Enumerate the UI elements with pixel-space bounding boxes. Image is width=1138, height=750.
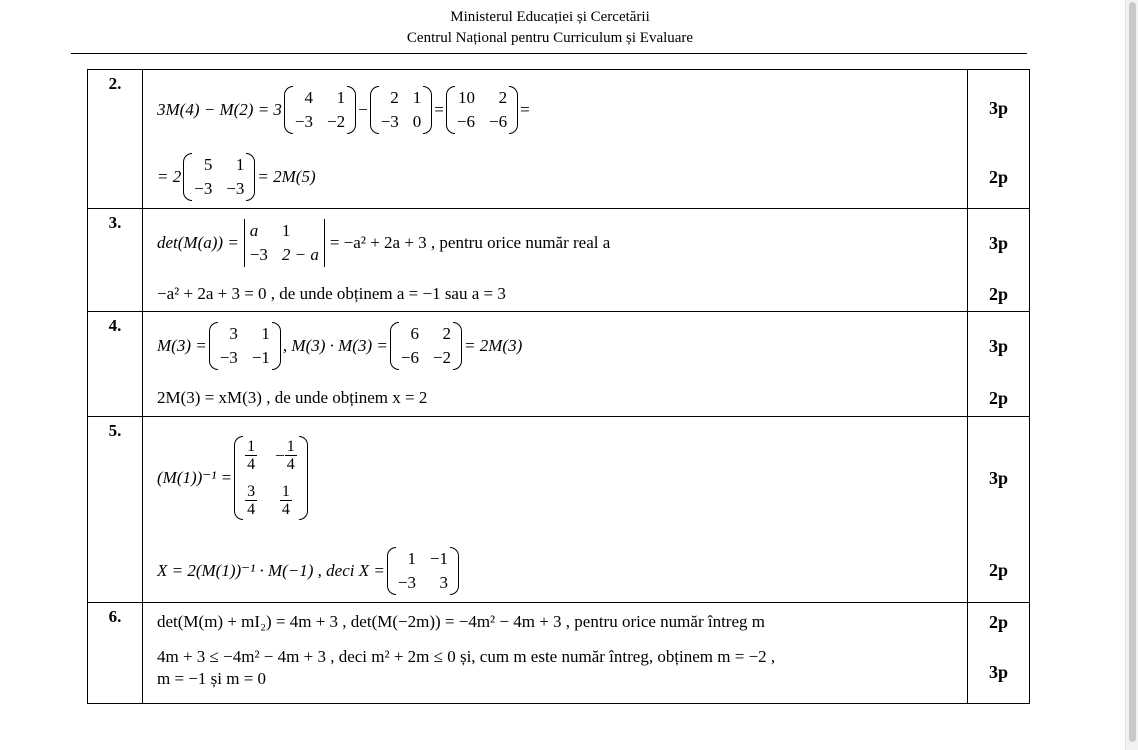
vertical-scrollbar[interactable] <box>1125 0 1138 750</box>
grading-table <box>87 69 1030 704</box>
item-number: 2. <box>88 70 143 209</box>
points: 3p <box>988 98 1008 118</box>
expr-mid: , M(3) · M(3) = <box>282 336 388 355</box>
item-row-2 <box>88 70 1030 209</box>
expr-text: = 2 <box>157 167 182 186</box>
item-number: 6. <box>88 603 143 704</box>
answer-line <box>143 603 967 641</box>
header-center: Centrul Național pentru Curriculum și Evaluare <box>406 30 694 46</box>
expr-text: 4m + 3 ≤ −4m² − 4m + 3 , deci m² + 2m ≤ 0 și, cum m este număr întreg, obținem m = −2 , <box>157 647 776 666</box>
expr-text: det(M(a)) = <box>157 233 239 252</box>
item-row-4 <box>88 312 1030 417</box>
matrix: 1 −1 −3 3 <box>387 547 459 595</box>
header-ministry: Ministerul Educației și Cercetării <box>450 9 650 25</box>
answer-line <box>143 380 967 416</box>
expr-end: = <box>520 100 530 119</box>
answer-line <box>143 277 967 311</box>
expr-text: 3M(4) − M(2) = 3 <box>157 100 282 119</box>
expr-text: X = 2(M(1))⁻¹ · M(−1) , deci X = <box>157 560 385 580</box>
item-row-6 <box>88 603 1030 704</box>
item-number: 3. <box>88 209 143 312</box>
points: 2p <box>988 388 1008 408</box>
points: 2p <box>988 284 1008 304</box>
operator: = <box>434 100 444 119</box>
answer-line <box>143 417 967 539</box>
points: 3p <box>988 662 1008 682</box>
scrollbar-thumb[interactable] <box>1129 2 1136 742</box>
expr-text: (M(1))⁻¹ = <box>157 468 233 487</box>
header-divider <box>71 53 1027 54</box>
points: 2p <box>988 167 1008 187</box>
inverse-matrix: 1 4 − $\frac{1}{4}$ 3 4 1 4 <box>234 436 308 520</box>
points: 3p <box>988 336 1008 356</box>
answer-line <box>143 641 967 703</box>
operator: − <box>358 100 368 119</box>
expr-text: det(M(m) + mI₂) = 4m + 3 , det(M(−2m)) = −4m² − 4m + 3 , pentru orice număr întreg m <box>157 612 765 631</box>
expr-end: = 2M(3) <box>464 336 523 355</box>
matrix: 10 2 −6 −6 <box>446 86 518 134</box>
points: 2p <box>988 560 1008 580</box>
matrix: 5 1 −3 −3 <box>183 153 255 201</box>
answer-line <box>143 209 967 277</box>
matrix: 4 1 −3 −2 <box>284 86 356 134</box>
expr-end: = 2M(5) <box>257 167 316 186</box>
expr-text: M(3) = <box>157 336 207 355</box>
matrix: 6 2 −6 −2 <box>390 322 462 370</box>
answer-line <box>143 539 967 602</box>
determinant: a 1 −3 2 − a <box>241 219 328 267</box>
matrix: 3 1 −3 −1 <box>209 322 281 370</box>
item-row-5 <box>88 417 1030 603</box>
expr-end: = −a² + 2a + 3 , pentru orice număr real a <box>329 233 611 252</box>
points: 2p <box>988 612 1008 632</box>
item-number: 4. <box>88 312 143 417</box>
expr-text-cont: m = −1 și m = 0 <box>157 669 267 688</box>
matrix: 2 1 −3 0 <box>370 86 433 134</box>
expr-text: 2M(3) = xM(3) , de unde obținem x = 2 <box>157 388 428 407</box>
answer-line <box>143 312 967 380</box>
answer-line <box>143 146 967 208</box>
points: 3p <box>988 233 1008 253</box>
item-number: 5. <box>88 417 143 603</box>
answer-line <box>143 70 967 146</box>
points: 3p <box>988 468 1008 488</box>
expr-text: −a² + 2a + 3 = 0 , de unde obținem a = −1 sau a = 3 <box>157 284 506 303</box>
item-row-3 <box>88 209 1030 312</box>
